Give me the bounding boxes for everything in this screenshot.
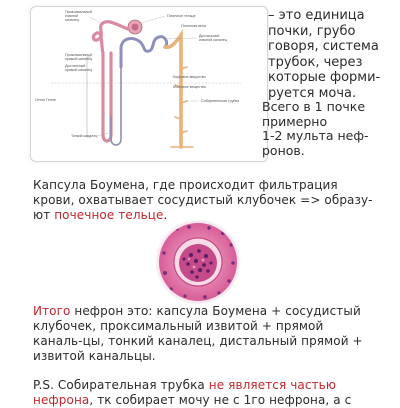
svg-text:Дистальный: Дистальный bbox=[199, 34, 220, 38]
capsule-highlight: почечное тельце bbox=[54, 208, 164, 222]
ps-paragraph bbox=[33, 378, 373, 408]
svg-text:Проксимальный: Проксимальный bbox=[65, 53, 93, 57]
capsule-text-b: . bbox=[163, 208, 168, 222]
svg-text:извитой каналец: извитой каналец bbox=[199, 38, 227, 42]
summary-text: нефрон это: капсула Боумена + сосудистый клубочек, проксимальный извитой + прямой каналь-цы, тонкий каналец, дистальный прямой + извитой канальцы. bbox=[33, 304, 363, 363]
svg-text:Петля Генле: Петля Генле bbox=[35, 98, 56, 102]
svg-text:Корковое вещество: Корковое вещество bbox=[173, 75, 206, 79]
svg-text:Собирательная трубка: Собирательная трубка bbox=[201, 99, 240, 103]
svg-text:прямой каналец: прямой каналец bbox=[65, 68, 93, 72]
ps-text-a: P.S. Собирательная трубка bbox=[33, 378, 209, 392]
svg-text:Почечная вена: Почечная вена bbox=[181, 24, 206, 28]
glomerulus-micrograph bbox=[157, 221, 239, 303]
collecting-duct-shape bbox=[165, 35, 181, 147]
nephron-illustration bbox=[31, 7, 267, 161]
svg-text:Тонкий каналец: Тонкий каналец bbox=[71, 134, 98, 138]
nephron-definition: – это единица почки, грубо говоря, система трубок, через которые форми- руется моча. bbox=[268, 8, 381, 101]
svg-text:Почечное тельце: Почечное тельце bbox=[167, 14, 196, 18]
capsule-text-a: Капсула Боумена, где происходит фильтрация крови, охватывает сосудистый клубочек => образу-ют bbox=[33, 178, 373, 222]
summary-highlight: Итого bbox=[33, 304, 71, 318]
nephron-diagram bbox=[30, 6, 268, 162]
svg-text:Дистальный: Дистальный bbox=[65, 64, 86, 68]
ps-text-b: , тк собирает мочу не с 1го нефрона, а с bbox=[89, 393, 352, 407]
summary-paragraph bbox=[33, 304, 373, 364]
distal-tubule-shape bbox=[121, 37, 167, 67]
svg-text:Мозговое вещество: Мозговое вещество bbox=[173, 85, 206, 89]
capsule-paragraph bbox=[33, 178, 373, 223]
svg-text:прямой каналец: прямой каналец bbox=[65, 57, 93, 61]
svg-text:извитой: извитой bbox=[65, 14, 79, 18]
ps-highlight: не является частью нефрона bbox=[33, 378, 337, 407]
nephron-count: Всего в 1 почке примерно 1-2 мульта неф- ронов. bbox=[262, 99, 369, 158]
svg-text:Проксимальный: Проксимальный bbox=[65, 10, 93, 14]
svg-text:каналец: каналец bbox=[65, 18, 79, 22]
